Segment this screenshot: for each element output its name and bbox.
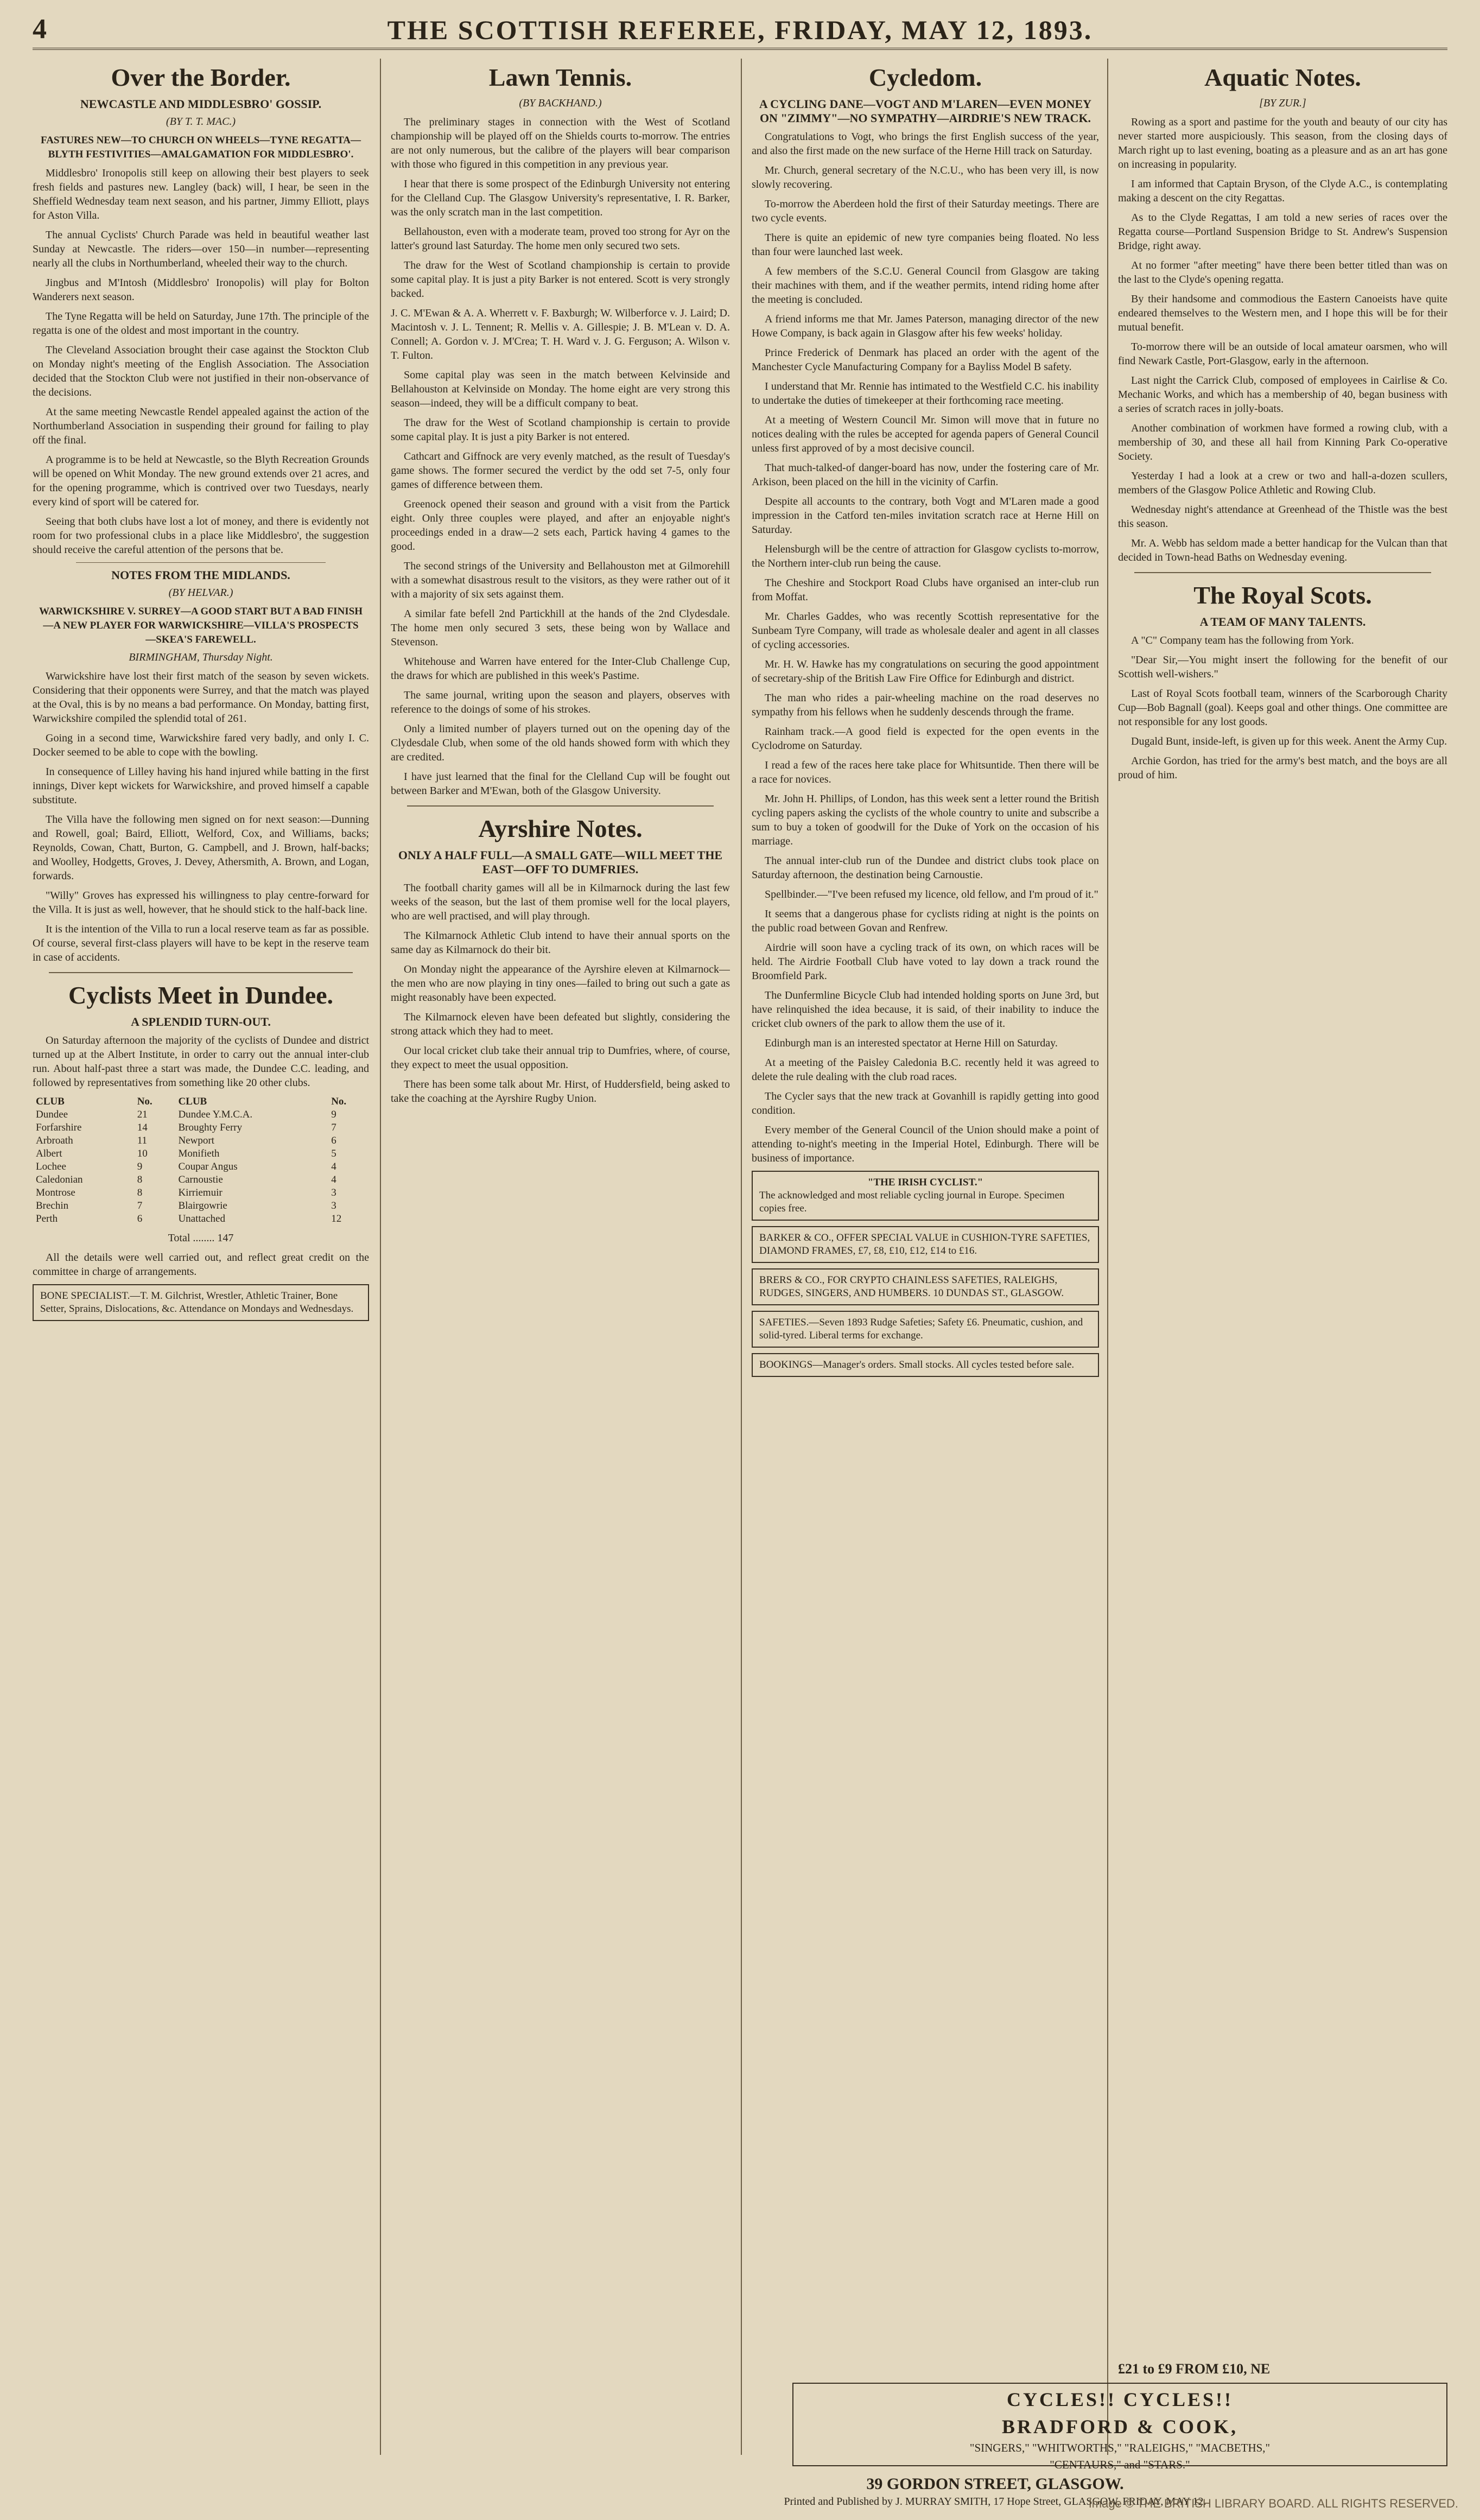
column-3 (752, 59, 1099, 2455)
table-row (33, 1199, 369, 1213)
table-row (33, 1134, 369, 1147)
table-cell: Unattached (178, 1213, 225, 1224)
table-row (33, 1160, 369, 1173)
paragraph: Edinburgh man is an interested spectator at Herne Hill on Saturday. (765, 1037, 1058, 1049)
table-cell: 7 (137, 1200, 143, 1211)
column-rule (1107, 59, 1108, 2455)
imprint-text: Printed and Published by J. MURRAY SMITH, 17 Hope Street, GLASGOW, FRIDAY, MAY 12. (784, 2496, 1206, 2508)
paragraph: As to the Clyde Regattas, I am told a new series of races over the Regatta course—Portland Suspension Bridge to St. Andrew's Suspension Bridge, right away. (1118, 212, 1447, 252)
paragraph: The Cycler says that the new track at Govanhill is rapidly getting into good condition. (752, 1090, 1099, 1116)
byline: (BY T. T. MAC.) (166, 116, 236, 128)
paragraph: The Tyne Regatta will be held on Saturday, June 17th. The principle of the regatta is one of the oldest and most important in the country. (33, 310, 369, 337)
paragraph: I understand that Mr. Rennie has intimated to the Westfield C.C. his inability to undertake the duties of timekeeper at their forthcoming race meeting. (752, 380, 1099, 407)
paragraph: I am informed that Captain Bryson, of the Clyde A.C., is contemplating making a descent on the city Regattas. (1118, 178, 1447, 204)
table-cell: Broughty Ferry (178, 1122, 243, 1133)
paragraph: Greenock opened their season and ground with a visit from the Partick eight. Only three couples were played, and after an enjoyable night's proceedings ended in a draw—2 sets each, Partick having 4 games to the good. (391, 498, 730, 553)
table-cell: Dundee (36, 1109, 68, 1120)
paragraph: The Villa have the following men signed on for next season:—Dunning and Rowell, goal; Baird, Elliott, Welford, Cox, and Williams, backs; Reynolds, Cowan, Chatt, Burton, G. Campbell, and J. Brown, half-backs; and Woolley, Hodgetts, Groves, J. Devey, Athersmith, A. Brown, and Logan, forwards. (33, 814, 369, 882)
page-number: 4 (33, 14, 47, 45)
table-cell: 6 (137, 1213, 143, 1224)
article-subtitle: NEWCASTLE AND MIDDLESBRO' GOSSIP. (80, 97, 322, 111)
paragraph: That much-talked-of danger-board has now, under the fostering care of Mr. Arkison, been placed on the hill in the vicinity of Carfin. (752, 462, 1099, 488)
club-total: Total ........ 147 (168, 1232, 234, 1244)
paragraph: Middlesbro' Ironopolis still keep on allowing their best players to seek fresh fields and pastures new. Langley (back) will, I hear, be seen in the Sheffield Wednesday team next season, and his partner, Jimmy Elliott, plays for Aston Villa. (33, 167, 369, 221)
table-cell: 9 (331, 1109, 336, 1120)
advertisement: BARKER & CO., OFFER SPECIAL VALUE in CUSHION-TYRE SAFETIES, DIAMOND FRAMES, £7, £8, £10, £12, £14 to £16. (752, 1226, 1099, 1263)
dateline: BIRMINGHAM, Thursday Night. (129, 651, 273, 663)
paragraph: Last night the Carrick Club, composed of employees in Cairlise & Co. Mechanic Works, and which has a membership of 40, began business with a series of scratch races in jolly-boats. (1118, 374, 1447, 415)
article-contents: WARWICKSHIRE V. SURREY—A GOOD START BUT A BAD FINISH—A NEW PLAYER FOR WARWICKSHIRE—VILLA'S PROSPECTS—SKEA'S FAREWELL. (39, 606, 363, 645)
table-cell: Arbroath (36, 1135, 73, 1146)
table-cell: 8 (137, 1174, 143, 1185)
article-subtitle: A TEAM OF MANY TALENTS. (1199, 615, 1366, 629)
paragraph: I hear that there is some prospect of the Edinburgh University not entering for the Clelland Cup. The Glasgow University's representative, I. R. Barker, was the only scratch man in the last competition. (391, 178, 730, 218)
price-line: £21 to £9 FROM £10, NE (1118, 2361, 1271, 2377)
ad-address: 39 GORDON STREET, GLASGOW. (866, 2475, 1124, 2493)
paragraph: The preliminary stages in connection with the West of Scotland championship will be played off on the Shields courts to-morrow. The entries are not only numerous, but the calibre of the players will bear comparison with those who figured in this competition in any previous year. (391, 116, 730, 170)
article-title: The Royal Scots. (1193, 581, 1372, 609)
table-cell: 14 (137, 1122, 148, 1133)
paragraph: "Willy" Groves has expressed his willingness to play centre-forward for the Villa. It is just as well, however, that he should stick to the half-back line. (33, 890, 369, 916)
table-cell: Lochee (36, 1161, 66, 1172)
byline: (BY HELVAR.) (168, 587, 233, 599)
paragraph: Mr. H. W. Hawke has my congratulations on securing the good appointment of secretary-ship of the British Law Fire Office for Edinburgh and district. (752, 658, 1099, 684)
table-cell: Perth (36, 1213, 58, 1224)
table-cell: Montrose (36, 1187, 75, 1198)
ad-line: "SINGERS," "WHITWORTHS," "RALEIGHS," "MACBETHS," (969, 2441, 1271, 2454)
paragraph: On Monday night the appearance of the Ayrshire eleven at Kilmarnock—the men who are now playing in tiny ones—failed to bring out such a gate as might reasonably have been expected. (391, 963, 730, 1004)
advertisement: BONE SPECIALIST.—T. M. Gilchrist, Wrestler, Athletic Trainer, Bone Setter, Sprains, Dislocations, &c. Attendance on Mondays and Wednesdays. (33, 1284, 369, 1321)
paragraph: Prince Frederick of Denmark has placed an order with the agent of the Manchester Cycle Manufacturing Company for a Bayliss Model B safety. (752, 347, 1099, 373)
ad-line: CYCLES!! CYCLES!! (1006, 2389, 1234, 2410)
column-1 (33, 59, 369, 2455)
divider (407, 805, 714, 807)
divider (49, 972, 353, 973)
table-cell: 8 (137, 1187, 143, 1198)
article-title: Over the Border. (111, 64, 291, 91)
paragraph: Dugald Bunt, inside-left, is given up for this week. Anent the Army Cup. (1131, 735, 1447, 747)
table-cell: Forfarshire (36, 1122, 82, 1133)
bradford-cook-advertisement (792, 2383, 1447, 2471)
masthead (33, 10, 1447, 50)
paragraph: To-morrow there will be an outside of local amateur oarsmen, who will find Newark Castle, Port-Glasgow, early in the afternoon. (1118, 341, 1447, 367)
paragraph: The annual Cyclists' Church Parade was held in beautiful weather last Sunday at Newcastle. The riders—over 150—in number—representing nearly all the clubs in Northumberland, wheeled their way to the church. (33, 229, 369, 269)
paragraph: At the same meeting Newcastle Rendel appealed against the action of the Northumberland Association in suspending their ground for failing to play off the final. (33, 406, 369, 446)
paragraph: Mr. Church, general secretary of the N.C.U., who has been very ill, is now slowly recovering. (752, 164, 1099, 191)
paragraph: The football charity games will all be in Kilmarnock during the last few weeks of the season, but the last of them promise well for the local players, who are well practised, and will play through. (391, 882, 730, 922)
paragraph: The draw for the West of Scotland championship is certain to provide some capital play. It is just a pity Barker is not entered. (391, 417, 730, 443)
paragraph: Airdrie will soon have a cycling track of its own, on which races will be held. The Airdrie Football Club have voted to lay down a track round the Broomfield Park. (752, 942, 1099, 982)
paragraph: It is the intention of the Villa to run a local reserve team as far as possible. Of course, several first-class players will have to be kept in the reserve team in case of accidents. (33, 923, 369, 963)
table-row (33, 1147, 369, 1160)
paragraph: By their handsome and commodious the Eastern Canoeists have quite endeared themselves to the Western men, and I hope this will be for their mutual benefit. (1118, 293, 1447, 333)
table-row (33, 1173, 369, 1186)
column-4 (1118, 59, 1447, 2373)
paragraph: Warwickshire have lost their first match of the season by seven wickets. Considering that their opponents were Surrey, and that the match was played at the Oval, this is by no means a bad performance. On Monday, batting first, Warwickshire compiled the splendid total of 261. (33, 670, 369, 725)
club-table (33, 1095, 369, 1226)
paragraph: Wednesday night's attendance at Greenhead of the Thistle was the best this season. (1118, 504, 1447, 530)
table-cell: Dundee Y.M.C.A. (178, 1109, 253, 1120)
column-rule (741, 59, 742, 2455)
paragraph: Helensburgh will be the centre of attraction for Glasgow cyclists to-morrow, the Northern inter-club run being the cause. (752, 543, 1099, 569)
article-title: Ayrshire Notes. (478, 815, 643, 842)
article-subtitle: ONLY A HALF FULL—A SMALL GATE—WILL MEET THE EAST—OFF TO DUMFRIES. (398, 848, 723, 876)
table-cell: Blairgowrie (178, 1200, 227, 1211)
paragraph: Seeing that both clubs have lost a lot of money, and there is evidently not room for two professional clubs in a place like Middlesbro', the suggestion should receive the careful attention of the persons that be. (33, 516, 369, 556)
paragraph: Cathcart and Giffnock are very evenly matched, as the result of Tuesday's game shows. The former secured the verdict by the odd set 7-5, only four games of difference between them. (391, 450, 730, 491)
section-heading: NOTES FROM THE MIDLANDS. (111, 568, 290, 582)
paragraph: A "C" Company team has the following from York. (1131, 634, 1354, 646)
table-header-cell: CLUB (178, 1096, 207, 1107)
table-cell: Caledonian (36, 1174, 83, 1185)
ad-body: The acknowledged and most reliable cycling journal in Europe. Specimen copies free. (759, 1190, 1065, 1214)
advertisement: BOOKINGS—Manager's orders. Small stocks. All cycles tested before sale. (752, 1353, 1099, 1377)
divider (1134, 572, 1431, 573)
article-title: Cyclists Meet in Dundee. (68, 981, 334, 1009)
article-title: Aquatic Notes. (1204, 64, 1361, 91)
paragraph: Jingbus and M'Intosh (Middlesbro' Ironopolis) will play for Bolton Wanderers next season. (33, 277, 369, 303)
paragraph: Despite all accounts to the contrary, both Vogt and M'Laren made a good impression in the Catford ten-miles invitation scratch race at Herne Hill on Saturday. (752, 496, 1099, 536)
paragraph: The Cleveland Association brought their case against the Stockton Club on Monday night's meeting of the English Association. The Association decided that the Stockton Club were not justified in their non-observance of the decisions. (33, 344, 369, 398)
paragraph: At a meeting of Western Council Mr. Simon will move that in future no notices dealing with the rules be accepted for agenda papers of General Council unless first approved of by a most decisive council. (752, 414, 1099, 454)
column-2 (391, 59, 730, 2455)
table-cell: 9 (137, 1161, 143, 1172)
article-title: Cycledom. (868, 64, 982, 91)
paragraph: Whitehouse and Warren have entered for the Inter-Club Challenge Cup, the draws for which are published in this week's Pastime. (391, 656, 730, 682)
table-cell: Coupar Angus (178, 1161, 238, 1172)
paragraph: The Kilmarnock eleven have been defeated but slightly, considering the strong attack which they had to meet. (391, 1011, 730, 1037)
paragraph: Mr. Charles Gaddes, who was recently Scottish representative for the Sunbeam Tyre Company, will trade as wholesale dealer and agent in all classes of cycling accessories. (752, 611, 1099, 651)
paragraph: The Kilmarnock Athletic Club intend to have their annual sports on the same day as Kilmarnock do their bit. (391, 930, 730, 956)
table-cell: 6 (331, 1135, 336, 1146)
table-cell: Kirriemuir (178, 1187, 223, 1198)
paragraph: There has been some talk about Mr. Hirst, of Huddersfield, being asked to take the coaching at the Ayrshire Rugby Union. (391, 1078, 730, 1105)
library-watermark: Image © THE BRITISH LIBRARY BOARD. ALL RIGHTS RESERVED. (1088, 2497, 1458, 2510)
paragraph: The same journal, writing upon the season and players, observes with reference to the doings of some of his strokes. (391, 689, 730, 715)
advertisement: SAFETIES.—Seven 1893 Rudge Safeties; Safety £6. Pneumatic, cushion, and solid-tyred. Liberal terms for exchange. (752, 1311, 1099, 1348)
table-cell: 4 (331, 1161, 336, 1172)
draw-list: J. C. M'Ewan & A. A. Wherrett v. F. Baxburgh; W. Wilberforce v. J. Laird; D. Macintosh v. J. L. Tennent; R. Mellis v. A. Gillespie; J. B. M'Lean v. D. A. Connell; A. Gordon v. J. M'Crea; T. H. Ward v. J. G. Ferguson; A. Wilson v. T. Fulton. (391, 307, 730, 361)
paragraph: In consequence of Lilley having his hand injured while batting in the first innings, Diver kept wickets for Warwickshire, and proved himself a capable substitute. (33, 766, 369, 806)
paragraph: Our local cricket club take their annual trip to Dumfries, where, of course, they expect to meet the usual opposition. (391, 1045, 730, 1071)
paragraph: Going in a second time, Warwickshire fared very badly, and only I. C. Docker seemed to be able to cope with the bowling. (33, 732, 369, 758)
paragraph: A friend informs me that Mr. James Paterson, managing director of the new Howe Company, is back again in Glasgow after his few weeks' holiday. (752, 313, 1099, 339)
paragraph: Some capital play was seen in the match between Kelvinside and Bellahouston at Kelvinside on Monday. The home eight are very strong this season—indeed, they will be a difficult company to beat. (391, 369, 730, 409)
paragraph: The Cheshire and Stockport Road Clubs have organised an inter-club run from Moffat. (752, 577, 1099, 603)
table-cell: Brechin (36, 1200, 69, 1211)
table-cell: Newport (178, 1135, 214, 1146)
table-cell: 10 (137, 1148, 148, 1159)
paragraph: Another combination of workmen have formed a rowing club, with a membership of 30, and these all hail from Kinning Park Co-operative Society. (1118, 422, 1447, 462)
table-cell: 3 (331, 1200, 336, 1211)
table-cell: 11 (137, 1135, 147, 1146)
advertisement-irish-cyclist (752, 1171, 1099, 1221)
paragraph: Yesterday I had a look at a crew or two and hall-a-dozen scullers, members of the Glasgow Police Athletic and Rowing Club. (1118, 470, 1447, 496)
table-cell: 12 (331, 1213, 342, 1224)
paragraph: Mr. A. Webb has seldom made a better handicap for the Vulcan than that decided in Town-head Baths on Wednesday evening. (1118, 537, 1447, 563)
paragraph: A similar fate befell 2nd Partickhill at the hands of the 2nd Clydesdale. The home men only secured 3 sets, these being won by Wallace and Stevenson. (391, 608, 730, 648)
paragraph: The Dunfermline Bicycle Club had intended holding sports on June 3rd, but have relinquished the idea because, it is said, of their inability to induce the cricket club owners of the park to allow them the use of it. (752, 989, 1099, 1030)
article-contents: FASTURES NEW—TO CHURCH ON WHEELS—TYNE REGATTA—BLYTH FESTIVITIES—AMALGAMATION FOR MIDDLESBRO'. (41, 135, 361, 160)
paragraph: Every member of the General Council of the Union should make a point of attending to-night's meeting in the Imperial Hotel, Edinburgh. There will be business of importance. (752, 1124, 1099, 1164)
paragraph: Mr. John H. Phillips, of London, has this week sent a letter round the British cycling papers asking the cyclists of the whole country to unite and subscribe a sum to buy a token of goodwill for the Duke of York on the occasion of his marriage. (752, 793, 1099, 847)
paragraph: The second strings of the University and Bellahouston met at Gilmorehill with a somewhat disastrous result to the visitors, as they were rather out of it with a majority of six sets against them. (391, 560, 730, 600)
table-header-cell: CLUB (36, 1096, 65, 1107)
table-cell: 4 (331, 1174, 336, 1185)
paragraph: The annual inter-club run of the Dundee and district clubs took place on Saturday afternoon, the destination being Carnoustie. (752, 855, 1099, 881)
table-header-cell: No. (137, 1096, 153, 1107)
byline: (BY BACKHAND.) (519, 97, 602, 109)
table-cell: Monifieth (178, 1148, 220, 1159)
paragraph: I read a few of the races here take place for Whitsuntide. Then there will be a race for novices. (752, 759, 1099, 785)
paragraph: There is quite an epidemic of new tyre companies being floated. No less than four were launched last week. (752, 232, 1099, 258)
article-subtitle: A SPLENDID TURN-OUT. (131, 1015, 271, 1029)
byline: [BY ZUR.] (1259, 97, 1306, 109)
paragraph: I have just learned that the final for the Clelland Cup will be fought out between Barker and M'Ewan, both of the Glasgow University. (391, 771, 730, 797)
newspaper-title: THE SCOTTISH REFEREE, FRIDAY, MAY 12, 1893. (387, 15, 1093, 45)
paragraph: At no former "after meeting" have there been better titled than was on the last to the Clyde's opening regatta. (1118, 259, 1447, 285)
advertisement: BRERS & CO., FOR CRYPTO CHAINLESS SAFETIES, RALEIGHS, RUDGES, SINGERS, AND HUMBERS. 10 DUNDAS ST., GLASGOW. (752, 1268, 1099, 1305)
ad-line: "CENTAURS," and "STARS." (1050, 2458, 1190, 2471)
paragraph: On Saturday afternoon the majority of the cyclists of Dundee and district turned up at the Albert Institute, in order to carry out the annual inter-club run. About half-past three a start was made, the Dundee C.C. leading, and followed by representatives from something like 20 other clubs. (33, 1034, 369, 1089)
table-row (33, 1213, 369, 1226)
table-row (33, 1186, 369, 1199)
ad-line: BRADFORD & COOK, (1002, 2416, 1238, 2438)
paragraph: Bellahouston, even with a moderate team, proved too strong for Ayr on the latter's ground last Saturday. The home men only secured two sets. (391, 226, 730, 252)
paragraph: Rainham track.—A good field is expected for the open events in the Cyclodrome on Saturday. (752, 726, 1099, 752)
table-cell: Albert (36, 1148, 62, 1159)
table-row (33, 1108, 369, 1121)
column-rule (380, 59, 381, 2455)
table-cell: Carnoustie (178, 1174, 223, 1185)
paragraph: Only a limited number of players turned out on the opening day of the Clydesdale Club, when some of the old hands showed form with which they are credited. (391, 723, 730, 763)
table-row (33, 1121, 369, 1134)
table-cell: 7 (331, 1122, 336, 1133)
article-subtitle: A CYCLING DANE—VOGT AND M'LAREN—EVEN MONEY ON "ZIMMY"—NO SYMPATHY—AIRDRIE'S NEW TRACK. (759, 97, 1092, 125)
paragraph: Rowing as a sport and pastime for the youth and beauty of our city has never started more auspiciously. This season, from the closing days of March right up to last evening, boating as a pleasure and as an art has gone on increasing in popularity. (1118, 116, 1447, 170)
paragraph: A programme is to be held at Newcastle, so the Blyth Recreation Grounds will be opened on Whit Monday. The new ground extends over 21 acres, and for the opening programme, which is contrived over two Tuesdays, nearly every kind of sport will be catered for. (33, 454, 369, 508)
ad-heading: "THE IRISH CYCLIST." (867, 1177, 983, 1188)
paragraph: It seems that a dangerous phase for cyclists riding at night is the points on the public road between Govan and Renfrew. (752, 908, 1099, 934)
paragraph: The man who rides a pair-wheeling machine on the road deserves no sympathy from his fellows when he suddenly descends through the frame. (752, 692, 1099, 718)
paragraph: To-morrow the Aberdeen hold the first of their Saturday meetings. There are two cycle events. (752, 198, 1099, 224)
table-cell: 3 (331, 1187, 336, 1198)
paragraph: Last of Royal Scots football team, winners of the Scarborough Charity Cup—Bob Bagnall (goal). Keeps goal and other things. One committee are not responsible for any lost goods. (1118, 688, 1447, 728)
paragraph: All the details were well carried out, and reflect great credit on the committee in charge of arrangements. (33, 1252, 369, 1278)
paragraph: Congratulations to Vogt, who brings the first English success of the year, and also the first made on the new surface of the Herne Hill track on Saturday. (752, 131, 1099, 157)
table-cell: 21 (137, 1109, 148, 1120)
paragraph: Archie Gordon, has tried for the army's best match, and the boys are all proud of him. (1118, 755, 1447, 781)
paragraph: Spellbinder.—"I've been refused my licence, old fellow, and I'm proud of it." (765, 888, 1098, 900)
paragraph: "Dear Sir,—You might insert the following for the benefit of our Scottish well-wishers." (1118, 654, 1447, 680)
table-header-cell: No. (331, 1096, 347, 1107)
article-title: Lawn Tennis. (488, 64, 632, 91)
paragraph: A few members of the S.C.U. General Council from Glasgow are taking their machines with them, and if the weather permits, intend riding home after the meeting is concluded. (752, 265, 1099, 306)
paragraph: At a meeting of the Paisley Caledonia B.C. recently held it was agreed to delete the rule dealing with the club road races. (752, 1057, 1099, 1083)
club-table-header (33, 1095, 369, 1108)
paragraph: The draw for the West of Scotland championship is certain to provide some capital play. It is just a pity Barker is not entered. Scott is very strongly backed. (391, 259, 730, 300)
table-cell: 5 (331, 1148, 336, 1159)
divider (76, 562, 326, 563)
